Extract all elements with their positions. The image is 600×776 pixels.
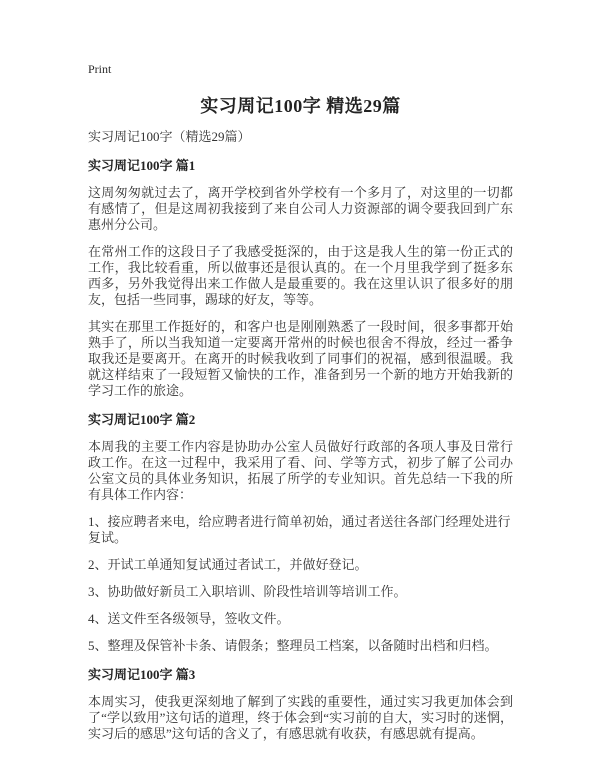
page-subtitle: 实习周记100字（精选29篇） — [88, 129, 251, 144]
section-1-paragraph-3: 其实在那里工作挺好的，和客户也是刚刚熟悉了一段时间，很多事都开始熟手了，所以当我知道一定要离开常州的时候也很舍不得放，经过一番争取我还是要离开。在离开的时候我收到了同事们的祝福，感到很温暖。我就这样结束了一段短暂又愉快的工作，准备到另一个新的地方开始我新的学习工作的旅途。 — [88, 319, 513, 398]
print-link[interactable]: Print — [88, 62, 112, 76]
section-2-list-item-1: 1、接应聘者来电，给应聘者进行简单初始，通过者送往各部门经理处进行复试。 — [88, 514, 511, 545]
section-2-list-item-4: 4、送文件至各级领导，签收文件。 — [88, 611, 290, 626]
page-title: 实习周记100字 精选29篇 — [200, 96, 401, 116]
section-2-list-item-2: 2、开试工单通知复试通过者试工，并做好登记。 — [88, 557, 368, 572]
section-2-list-item-5: 5、整理及保管补卡条、请假条；整理员工档案，以备随时出档和归档。 — [88, 638, 498, 653]
section-heading-3: 实习周记100字 篇3 — [88, 667, 196, 682]
section-3-paragraph-1: 本周实习，使我更深刻地了解到了实践的重要性，通过实习我更加体会到了“学以致用”这句话的道理，终于体会到“实习前的自大，实习时的迷惘，实习后的感思”这句话的含义了，有感思就有收获，有感思就有提高。 — [88, 694, 513, 741]
section-2-list-item-3: 3、协助做好新员工入职培训、阶段性培训等培训工作。 — [88, 584, 407, 599]
section-1-paragraph-2: 在常州工作的这段日子了我感受挺深的，由于这是我人生的第一份正式的工作，我比较看重，所以做事还是很认真的。在一个月里我学到了挺多东西多，另外我觉得出来工作做人是最重要的。我在这里认识了很多好的朋友，包括一些同事，踢球的好友，等等。 — [88, 244, 513, 307]
section-1-paragraph-1: 这周匆匆就过去了，离开学校到省外学校有一个多月了，对这里的一切都有感情了，但是这周初我接到了来自公司人力资源部的调令要我回到广东惠州分公司。 — [88, 185, 513, 232]
section-heading-2: 实习周记100字 篇2 — [88, 412, 196, 427]
section-2-paragraph-1: 本周我的主要工作内容是协助办公室人员做好行政部的各项人事及日常行政工作。在这一过程中，我采用了看、问、学等方式，初步了解了公司办公室文员的具体业务知识，拓展了所学的专业知识。首先总结一下我的所有具体工作内容： — [88, 439, 513, 502]
section-heading-1: 实习周记100字 篇1 — [88, 158, 196, 173]
